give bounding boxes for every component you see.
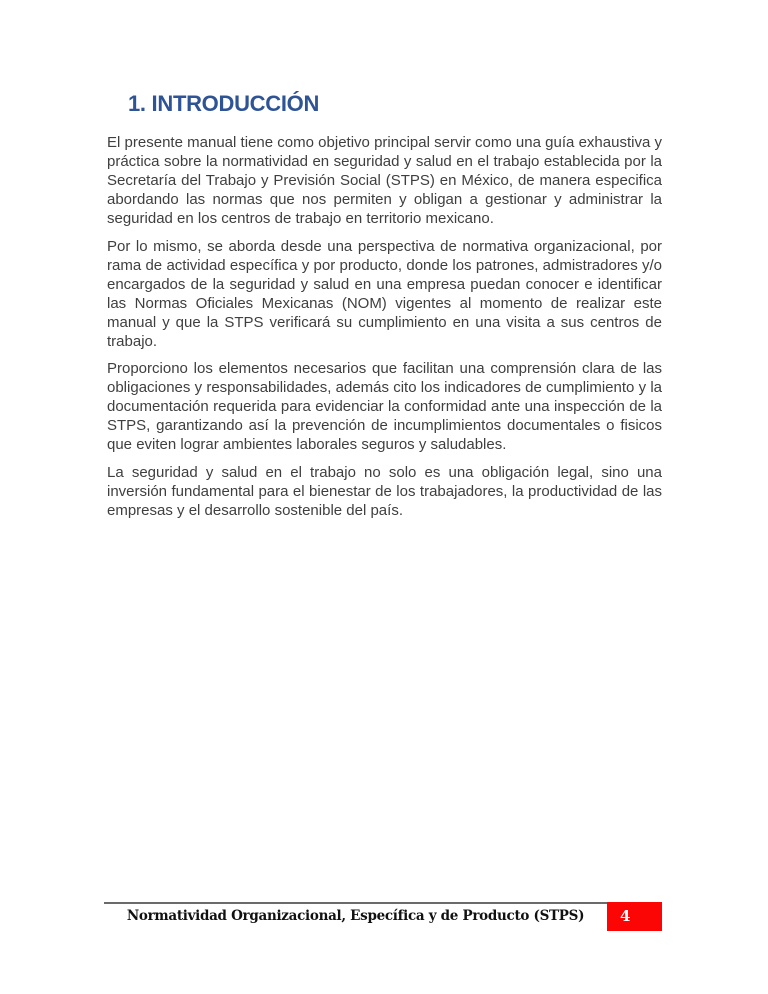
page-footer	[104, 902, 662, 931]
page-number: 4	[620, 907, 631, 925]
paragraph-3: Proporciono los elementos necesarios que facilitan una comprensión clara de las obligaciones y responsabilidades, además cito los indicadores de cumplimiento y la documentación requerida para evidenciar la conformidad ante una inspección de la STPS, garantizando así la prevención de incumplimientos documentales o fisicos que eviten lograr ambientes laborales seguros y saludables.	[107, 360, 662, 453]
footer-title: Normatividad Organizacional, Específica y de Producto (STPS)	[126, 908, 585, 924]
document-body	[107, 0, 662, 528]
paragraph-1: El presente manual tiene como objetivo principal servir como una guía exhaustiva y práctica sobre la normatividad en seguridad y salud en el trabajo establecida por la Secretaría del Trabajo y Previsión Social (STPS) en México, de manera especifica abordando las normas que nos permiten y obligan a gestionar y administrar la seguridad en los centros de trabajo en territorio mexicano.	[107, 134, 662, 227]
footer-rule	[104, 902, 607, 924]
page-number-badge	[607, 902, 662, 931]
section-heading: 1. INTRODUCCIÓN	[128, 91, 320, 116]
paragraph-4: La seguridad y salud en el trabajo no solo es una obligación legal, sino una inversión fundamental para el bienestar de los trabajadores, la productividad de las empresas y el desarrollo sostenible del país.	[107, 463, 662, 519]
paragraph-2: Por lo mismo, se aborda desde una perspectiva de normativa organizacional, por rama de actividad específica y por producto, donde los patrones, admistradores y/o encargados de la seguridad y salud en una empresa puedan conocer e identificar las Normas Oficiales Mexicanas (NOM) vigentes al momento de realizar este manual y que la STPS verificará su cumplimiento en una visita a sus centros de trabajo.	[107, 237, 662, 350]
